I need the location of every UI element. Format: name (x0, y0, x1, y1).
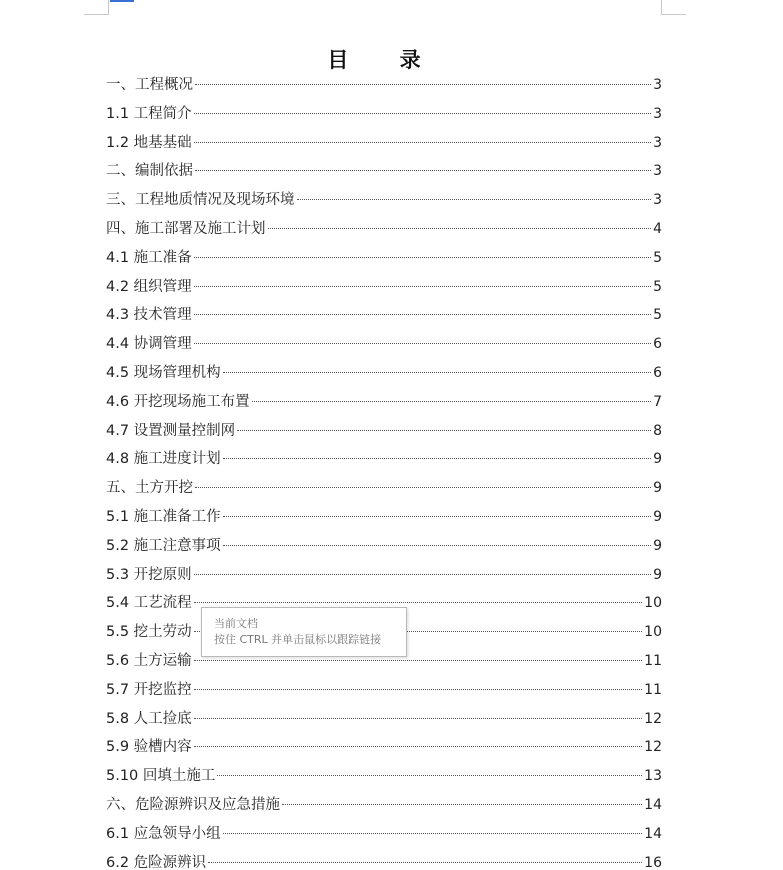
toc-entry[interactable] (106, 71, 662, 100)
toc-entry-label[interactable]: 5.3 开挖原则 (106, 566, 192, 583)
toc-dot-leader (223, 458, 651, 459)
toc-entry-page-number[interactable]: 13 (644, 768, 662, 785)
toc-entry[interactable] (106, 791, 662, 820)
toc-dot-leader (194, 314, 651, 315)
toc-entry-label[interactable]: 5.2 施工注意事项 (106, 537, 221, 554)
toc-entry-page-number[interactable]: 3 (653, 105, 662, 122)
toc-title: 目 录 (327, 47, 443, 73)
toc-entry-page-number[interactable]: 8 (653, 422, 662, 439)
toc-entry-label[interactable]: 6.2 危险源辨识 (106, 854, 207, 870)
toc-dot-leader (194, 142, 651, 143)
toc-entry[interactable] (106, 129, 662, 158)
toc-dot-leader (223, 545, 651, 546)
toc-entry-page-number[interactable]: 9 (653, 451, 662, 468)
toc-entry-label[interactable]: 五、土方开挖 (106, 480, 193, 497)
toc-entry-label[interactable]: 1.2 地基基础 (106, 134, 192, 151)
toc-dot-leader (282, 804, 642, 805)
toc-entry-page-number[interactable]: 12 (644, 739, 662, 756)
toc-entry-page-number[interactable]: 9 (653, 566, 662, 583)
toc-dot-leader (195, 84, 651, 85)
toc-entry[interactable] (106, 186, 662, 215)
toc-dot-leader (195, 170, 651, 171)
toc-entry-page-number[interactable]: 9 (653, 480, 662, 497)
toc-entry-label[interactable]: 4.4 协调管理 (106, 336, 192, 353)
toc-dot-leader (223, 372, 651, 373)
toc-entry-label[interactable]: 4.5 现场管理机构 (106, 364, 221, 381)
toc-entry-page-number[interactable]: 5 (653, 307, 662, 324)
toc-entry[interactable] (106, 762, 662, 791)
toc-entry-page-number[interactable]: 6 (653, 364, 662, 381)
toc-entry-label[interactable]: 4.1 施工准备 (106, 249, 192, 266)
toc-dot-leader (194, 660, 643, 661)
toc-entry-label[interactable]: 三、工程地质情况及现场环境 (106, 192, 295, 209)
toc-entry-label[interactable]: 5.4 工艺流程 (106, 595, 192, 612)
toc-entry-page-number[interactable]: 9 (653, 508, 662, 525)
toc-entry[interactable] (106, 561, 662, 590)
toc-entry-label[interactable]: 四、施工部署及施工计划 (106, 220, 266, 237)
toc-entry[interactable] (106, 820, 662, 849)
toc-dot-leader (194, 574, 651, 575)
toc-entry-label[interactable]: 5.6 土方运输 (106, 652, 192, 669)
toc-entry-page-number[interactable]: 12 (644, 710, 662, 727)
toc-entry[interactable] (106, 244, 662, 273)
toc-entry-page-number[interactable]: 6 (653, 336, 662, 353)
toc-entry-label[interactable]: 二、编制依据 (106, 163, 193, 180)
toc-entry-page-number[interactable]: 11 (644, 681, 662, 698)
toc-entry[interactable] (106, 445, 662, 474)
crop-mark-top-right-vertical (661, 0, 662, 15)
toc-entry[interactable] (106, 157, 662, 186)
toc-entry-label[interactable]: 4.3 技术管理 (106, 307, 192, 324)
toc-entry[interactable] (106, 273, 662, 302)
toc-entry-label[interactable]: 4.7 设置测量控制网 (106, 422, 236, 439)
toc-entry-page-number[interactable]: 5 (653, 278, 662, 295)
toc-entry[interactable] (106, 676, 662, 705)
tooltip-hint: 按住 CTRL 并单击鼠标以跟踪链接 (214, 633, 382, 646)
toc-entry-page-number[interactable]: 3 (653, 134, 662, 151)
toc-entry[interactable] (106, 503, 662, 532)
toc-dot-leader (194, 718, 643, 719)
toc-entry-label[interactable]: 6.1 应急领导小组 (106, 825, 221, 842)
toc-dot-leader (194, 343, 651, 344)
toc-entry-label[interactable]: 4.6 开挖现场施工布置 (106, 393, 250, 410)
crop-mark-top-left-vertical (108, 0, 109, 15)
toc-dot-leader (252, 401, 651, 402)
toc-entry[interactable] (106, 849, 662, 870)
toc-entry[interactable] (106, 301, 662, 330)
toc-entry-page-number[interactable]: 5 (653, 249, 662, 266)
toc-dot-leader (268, 228, 652, 229)
toc-entry[interactable] (106, 705, 662, 734)
toc-entry[interactable] (106, 215, 662, 244)
toc-entry-page-number[interactable]: 10 (644, 624, 662, 641)
toc-entry-label[interactable]: 4.2 组织管理 (106, 278, 192, 295)
toc-entry[interactable] (106, 330, 662, 359)
toc-entry[interactable] (106, 474, 662, 503)
toc-entry-label[interactable]: 5.5 挖土劳动 (106, 624, 192, 641)
toc-entry-page-number[interactable]: 4 (653, 220, 662, 237)
crop-mark-top-left-horizontal (84, 14, 108, 15)
text-cursor-marker (110, 0, 134, 2)
tooltip-title: 当前文档 (214, 617, 258, 630)
toc-entry-page-number[interactable]: 9 (653, 537, 662, 554)
toc-dot-leader (194, 113, 651, 114)
toc-entry-page-number[interactable]: 3 (653, 163, 662, 180)
toc-entry-page-number[interactable]: 14 (644, 796, 662, 813)
table-of-contents (106, 71, 662, 870)
link-tooltip (201, 607, 407, 657)
toc-dot-leader (217, 775, 642, 776)
toc-dot-leader (195, 487, 651, 488)
toc-entry-label[interactable]: 1.1 工程简介 (106, 105, 192, 122)
toc-entry-label[interactable]: 5.10 回填土施工 (106, 768, 216, 785)
toc-dot-leader (208, 862, 642, 863)
toc-entry-label[interactable]: 5.1 施工准备工作 (106, 508, 221, 525)
toc-entry[interactable] (106, 100, 662, 129)
toc-entry[interactable] (106, 417, 662, 446)
toc-entry-label[interactable]: 5.9 验槽内容 (106, 739, 192, 756)
toc-entry[interactable] (106, 388, 662, 417)
toc-dot-leader (297, 199, 652, 200)
toc-entry-page-number[interactable]: 3 (653, 192, 662, 209)
toc-entry-page-number[interactable]: 14 (644, 825, 662, 842)
toc-entry[interactable] (106, 532, 662, 561)
toc-entry-label[interactable]: 5.8 人工捡底 (106, 710, 192, 727)
toc-entry-label[interactable]: 一、工程概况 (106, 77, 193, 93)
toc-entry[interactable] (106, 359, 662, 388)
toc-entry-label[interactable]: 六、危险源辨识及应急措施 (106, 796, 280, 813)
toc-dot-leader (223, 833, 643, 834)
toc-dot-leader (194, 689, 643, 690)
toc-entry-page-number[interactable]: 7 (653, 393, 662, 410)
toc-entry-label[interactable]: 5.7 开挖监控 (106, 681, 192, 698)
toc-entry-page-number[interactable]: 11 (644, 652, 662, 669)
toc-dot-leader (237, 430, 651, 431)
toc-dot-leader (223, 516, 651, 517)
toc-entry-page-number[interactable]: 3 (653, 77, 662, 93)
toc-dot-leader (194, 746, 643, 747)
toc-entry-label[interactable]: 4.8 施工进度计划 (106, 451, 221, 468)
toc-dot-leader (194, 602, 643, 603)
toc-dot-leader (194, 286, 651, 287)
toc-entry[interactable] (106, 733, 662, 762)
toc-entry-page-number[interactable]: 16 (644, 854, 662, 870)
crop-mark-top-right-horizontal (662, 14, 686, 15)
toc-dot-leader (194, 257, 651, 258)
toc-entry-page-number[interactable]: 10 (644, 595, 662, 612)
